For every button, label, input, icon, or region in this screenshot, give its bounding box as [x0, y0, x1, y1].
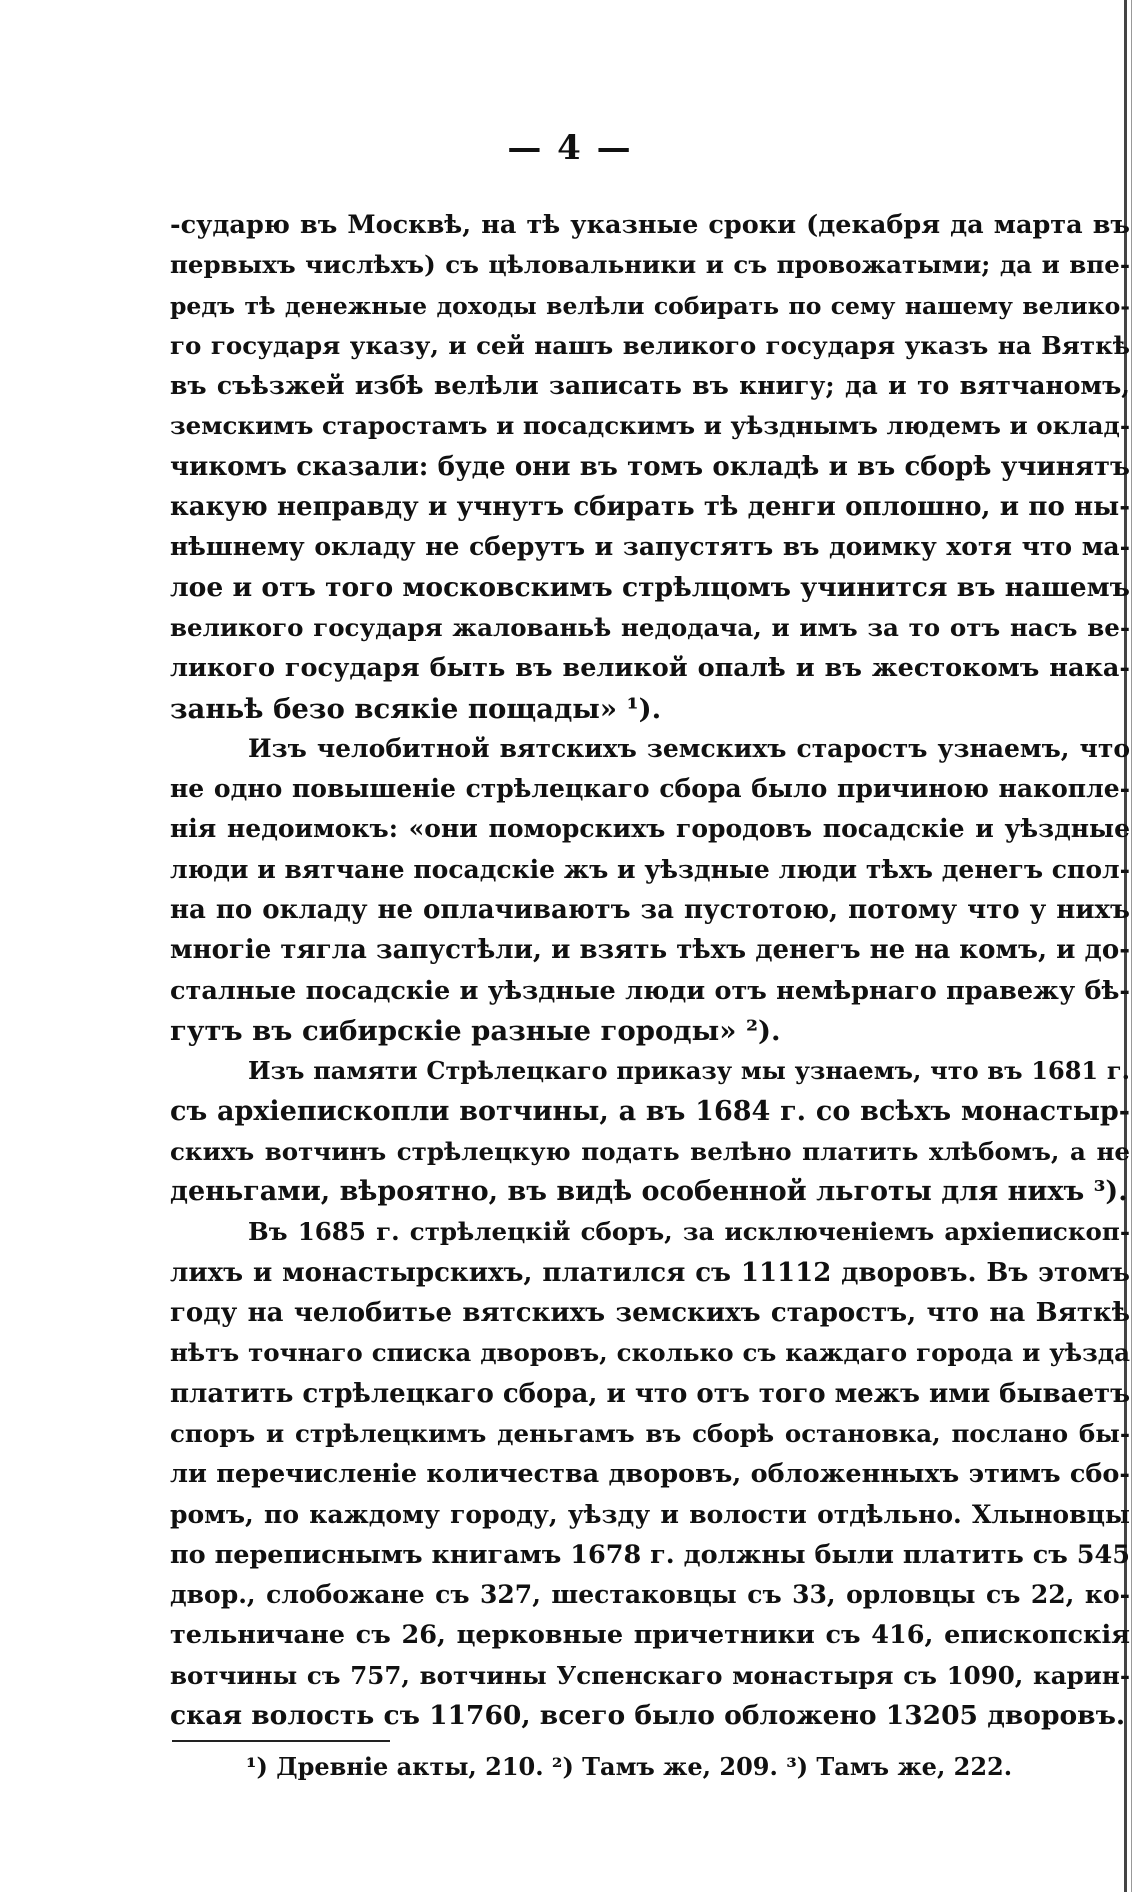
text-line: люди и вятчане посадскіе жъ и уѣздные люди тѣхъ денегъ спол- — [170, 854, 1130, 884]
text-line: по переписнымъ книгамъ 1678 г. должны были платить съ 545 — [170, 1539, 1130, 1570]
page-number: — 4 — — [507, 128, 633, 168]
text-line: въ съѣзжей избѣ велѣли записать въ книгу; да и то вятчаномъ, — [170, 371, 1130, 401]
text-line: редъ тѣ денежные доходы велѣли собирать по сему нашему велико- — [170, 291, 1130, 320]
paragraph — [170, 1212, 1130, 1736]
text-line: -сударю въ Москвѣ, на тѣ указные сроки (декабря да марта въ — [170, 210, 1130, 240]
text-line: ская волость съ 11760, всего было обложено 13205 дворовъ. — [170, 1699, 1126, 1731]
text-line: на по окладу не оплачиваютъ за пустотою, потому что у нихъ — [170, 895, 1130, 926]
text-line: нія недоимокъ: «они поморскихъ городовъ посадскіе и уѣздные — [170, 814, 1130, 844]
text-line: нѣтъ точнаго списка дворовъ, сколько съ каждаго города и уѣзда — [170, 1338, 1130, 1368]
text-line: великого государя жалованьѣ недодача, и имъ за то отъ насъ ве- — [170, 612, 1130, 642]
text-line: съ архіепископли вотчины, а въ 1684 г. со всѣхъ монастыр- — [170, 1095, 1130, 1127]
page-edge-line — [1131, 0, 1132, 1892]
text-line: Изъ памяти Стрѣлецкаго приказу мы узнаемъ, что въ 1681 г. — [248, 1056, 1130, 1086]
text-line: чикомъ сказали: буде они въ томъ окладѣ и въ сборѣ учинятъ — [170, 451, 1130, 482]
text-line: ли перечисленіе количества дворовъ, обложенныхъ этимъ сбо- — [170, 1459, 1130, 1490]
text-line: Въ 1685 г. стрѣлецкій сборъ, за исключеніемъ архіепископ- — [248, 1217, 1130, 1247]
footnote: ¹) Древніе акты, 210. ²) Тамъ же, 209. ³) Тамъ же, 222. — [246, 1752, 1013, 1781]
text-line: тельничане съ 26, церковные причетники съ 416, епископскія — [170, 1620, 1130, 1651]
paragraph — [170, 729, 1130, 1051]
text-line: сталные посадскіе и уѣздные люди отъ немѣрнаго правежу бѣ- — [170, 975, 1130, 1006]
text-line: нѣшнему окладу не сберутъ и запустятъ въ доимку хотя что ма- — [170, 532, 1130, 562]
text-line: споръ и стрѣлецкимъ деньгамъ въ сборѣ остановка, послано бы- — [170, 1418, 1130, 1448]
paragraph — [170, 205, 1130, 729]
paragraph — [170, 1051, 1130, 1212]
text-line: первыхъ числѣхъ) съ цѣловальники и съ провожатыми; да и впе- — [170, 250, 1130, 280]
text-line: не одно повышеніе стрѣлецкаго сбора было причиною накопле- — [170, 774, 1130, 804]
text-line: двор., слобожане съ 327, шестаковцы съ 33, орловцы съ 22, ко- — [170, 1580, 1130, 1610]
text-line: платить стрѣлецкаго сбора, и что отъ того межъ ими бываетъ — [170, 1378, 1131, 1409]
text-line: лихъ и монастырскихъ, платился съ 11112 дворовъ. Въ этомъ — [170, 1257, 1130, 1288]
text-line: какую неправду и учнутъ сбирать тѣ денги оплошно, и по ны- — [170, 492, 1130, 523]
footnote-rule — [172, 1740, 390, 1742]
text-line: гутъ въ сибирскіе разные городы» ²). — [170, 1014, 781, 1047]
text-line: многіе тягла запустѣли, и взять тѣхъ денегъ не на комъ, и до- — [170, 935, 1130, 966]
text-line: Изъ челобитной вятскихъ земскихъ старостъ узнаемъ, что — [248, 733, 1130, 763]
text-line: ликого государя быть въ великой опалѣ и въ жестокомъ нака- — [170, 653, 1130, 684]
text-line: земскимъ старостамъ и посадскимъ и уѣзднымъ людемъ и оклад- — [170, 411, 1130, 441]
text-line: ромъ, по каждому городу, уѣзду и волости отдѣльно. Хлыновцы — [170, 1499, 1130, 1529]
text-line: го государя указу, и сей нашъ великого государя указъ на Вяткѣ — [170, 330, 1130, 360]
text-line: году на челобитье вятскихъ земскихъ старостъ, что на Вяткѣ — [170, 1298, 1130, 1329]
body-text — [170, 205, 1130, 1736]
text-line: скихъ вотчинъ стрѣлецкую подать велѣно платить хлѣбомъ, а не — [170, 1136, 1130, 1166]
text-line: вотчины съ 757, вотчины Успенскаго монастыря съ 1090, карин- — [170, 1660, 1130, 1690]
text-line: заньѣ безо всякіе пощады» ¹). — [170, 692, 662, 725]
text-line: деньгами, вѣроятно, въ видѣ особенной льготы для нихъ ³). — [170, 1176, 1128, 1208]
text-line: лое и отъ того московскимъ стрѣлцомъ учинится въ нашемъ — [170, 571, 1130, 603]
